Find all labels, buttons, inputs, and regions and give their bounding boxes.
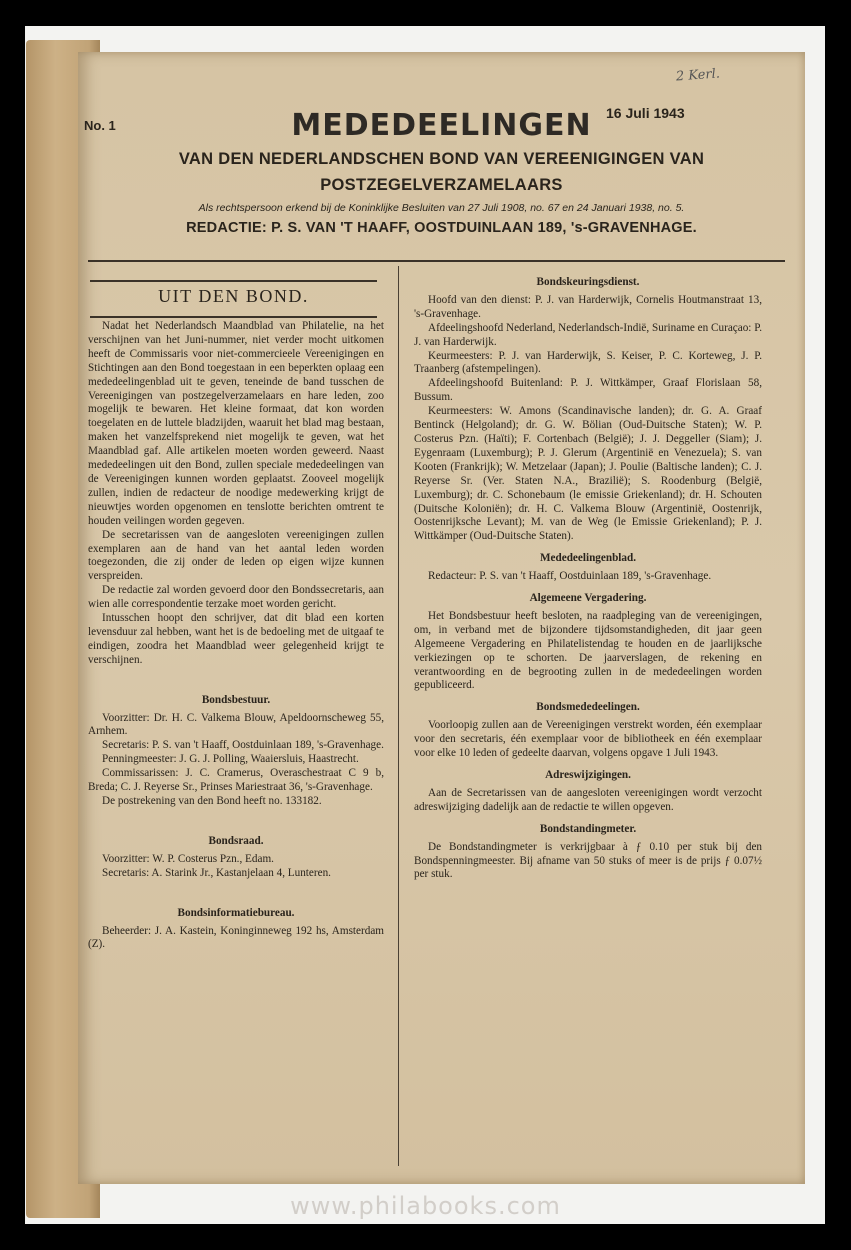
informatiebureau-heading: Bondsinformatiebureau. [177,906,295,919]
issue-date: 16 Juli 1943 [606,105,685,121]
section-title: UIT DEN BOND. [158,286,309,306]
bondsbestuur-heading: Bondsbestuur. [201,693,271,706]
keuringsdienst-entry: Keurmeesters: W. Amons (Scandinavische landen); dr. G. A. Graaf Bentinck (Helgoland); dr. G. W. Bölian (Oud-Duitsche Staten); W. P. Costerus Pzn. (Haïti); F. Cortenbach (België); J. J. Deggeller (Siam); J. Eygenraam (Luxemburg); P. J. Glerum (Argentinië en Venezuela); S. van Kooten (Frankrijk); W. Metzelaar (Japan); J. Poulie (Baltische landen); C. J. Reyerse Sr. (Ver. Staten N.A., Brazilië); S. Roodenburg (België, Luxemburg); dr. C. Schonebaum (le emissie Griekenland); dr. H. Schouten (Duitsche Koloniën); dr. H. C. Valkema Blouw (Argentinië, Oostenrijk, Oostenrijksche Levant); M. van de Weg (le Emissie Griekenland); P. J. Wittkämper (Oud-Duitsche Staten). [414,405,762,543]
spacer [88,668,384,686]
postrekening: De postrekening van den Bond heeft no. 133182. [102,795,322,807]
bondsmededeelingen-heading: Bondsmededeelingen. [536,701,640,714]
bondsbestuur-entry: Secretaris: P. S. van 't Haaff, Oostduinlaan 189, 's-Gravenhage. [102,739,384,752]
masthead-subtitle-line-2: POSTZEGELVERZAMELAARS [320,176,563,194]
right-column [414,266,762,882]
intro-paragraph: Intusschen hoopt den schrijver, dat dit blad een korten levensduur zal hebben, want het is de bedoeling met de uitgaaf te eindigen, zoodra het Maandblad weer gelegenheid krijgt te verschijnen. [88,612,384,666]
vergadering-paragraph: Het Bondsbestuur heeft besloten, na raadpleging van de vereenigingen, om, in verband met de bijzondere tijdsomstandigheden, dit jaar geen Algemeene Vergadering en Philatelistendag te houden en de jaarlijksche verkiezingen op te schorten. De jaarverslagen, de rekening en verantwoording en de begrooting zullen in de mededeelingen worden gepubliceerd. [414,609,762,692]
standingmeter-paragraph: De Bondstandingmeter is verkrijgbaar à ƒ 0.10 per stuk bij den Bondspenningmeester. Bij afname van 50 stuks of meer is de prijs ƒ 0.07½ per stuk. [414,840,762,881]
mededeelingenblad-heading: Mededeelingenblad. [539,552,637,565]
adreswijzigingen-paragraph: Aan de Secretarissen van de aangesloten vereenigingen wordt verzocht adreswijziging dadelijk aan de redactie te willen opgeven. [414,786,762,813]
informatiebureau-entry: Beheerder: J. A. Kastein, Koninginneweg 192 hs, Amsterdam (Z). [88,924,384,951]
keuringsdienst-entry: Afdeelingshoofd Buitenland: P. J. Wittkämper, Graaf Florislaan 58, Bussum. [414,377,762,404]
mededeelingenblad-entry: Redacteur: P. S. van 't Haaff, Oostduinlaan 189, 's-Gravenhage. [428,570,712,583]
bondsbestuur-entry: Voorzitter: Dr. H. C. Valkema Blouw, Apeldoornscheweg 55, Arnhem. [88,711,384,738]
adreswijzigingen-heading: Adreswijzigingen. [545,769,631,781]
bondsbestuur-entry: Commissarissen: J. C. Cramerus, Overaschestraat C 9 b, Breda; C. J. Reyerse Sr., Prinses Mariestraat 36, 's-Gravenhage. [88,767,384,794]
vergadering-heading: Algemeene Vergadering. [529,592,647,605]
handwritten-note: 2 Kerl. [675,66,721,85]
intro-paragraph: De redactie zal worden gevoerd door den Bondssecretaris, aan wien alle correspondentie terzake moet worden gericht. [88,584,384,611]
editor-line: REDACTIE: P. S. VAN 'T HAAFF, OOSTDUINLAAN 189, 's-GRAVENHAGE. [186,220,697,236]
newsletter-page [78,52,805,1184]
spacer [88,881,384,899]
bondsraad-entry: Secretaris: A. Starink Jr., Kastanjelaan 4, Lunteren. [102,866,331,879]
bondsraad-heading: Bondsraad. [208,834,264,847]
column-divider [398,266,399,1166]
legal-notice: Als rechtspersoon erkend bij de Koninklijke Besluiten van 27 Juli 1908, no. 67 en 24 Januari 1938, no. 5. [198,202,685,214]
left-column [88,320,384,952]
keuringsdienst-entry: Afdeelingshoofd Nederland, Nederlandsch-Indië, Suriname en Curaçao: P. J. van Harderwijk. [414,321,762,348]
bondsbestuur-entry: Penningmeester: J. G. J. Polling, Waaiersluis, Haastrecht. [102,753,359,766]
bondsmededeelingen-paragraph: Voorloopig zullen aan de Vereenigingen verstrekt worden, één exemplaar voor den secretaris, één exemplaar voor de bibliotheek en één exemplaar voor elke 10 leden of gedeelte daarvan, volgens opgave 1 Juli 1943. [414,719,762,760]
issue-number: No. 1 [84,118,116,133]
watermark: www.philabooks.com [290,1192,561,1220]
bondsraad-entry: Voorzitter: W. P. Costerus Pzn., Edam. [102,852,274,865]
masthead-title: MEDEDEELINGEN [291,108,592,143]
intro-paragraph: De secretarissen van de aangesloten vereenigingen zullen exemplaren aan de hand van het aantal leden worden toegezonden, die zij onder de leden op eigen wijze kunnen verspreiden. [88,528,384,583]
spacer [88,809,384,827]
masthead-subtitle-line-1: VAN DEN NEDERLANDSCHEN BOND VAN VEREENIGINGEN VAN [178,150,705,168]
header-rule [88,260,785,262]
intro-paragraph: Nadat het Nederlandsch Maandblad van Philatelie, na het verschijnen van het Juni-nummer, niet verder mocht uitkomen heeft de Commissaris voor niet-commercieele Vereenigingen en Stichtingen aan den Bond toegestaan in een beperkten oplaag een mededeelingenblad uit te geven, teneinde de band tusschen de Vereenigingen van postzegelverzamelaars en hare leden, zoo mogelijk te bewaren. Het kleine formaat, dat kon worden toegelaten en de luttele bladzijden, waaruit het blad mag bestaan, maken het vanzelfsprekend niet mogelijk te geven, wat het Maandblad gaf. Alle artikelen moeten worden geweerd. Naast mededeelingen uit den Bond, zullen speciale mededeelingen van de Vereenigingen kunnen worden geplaatst. Zooveel mogelijk zullen, indien de redacteur de noodige medewerking krijgt de nieuwtjes worden opgenomen en tenslotte berichten omtrent te houden veilingen worden gegeven. [88,320,384,527]
keuringsdienst-heading: Bondskeuringsdienst. [536,276,640,288]
standingmeter-heading: Bondstandingmeter. [539,822,637,835]
keuringsdienst-entry: Hoofd van den dienst: P. J. van Harderwijk, Cornelis Houtmanstraat 13, 's-Gravenhage. [414,293,762,320]
keuringsdienst-entry: Keurmeesters: P. J. van Harderwijk, S. Keiser, P. C. Korteweg, J. P. Traanberg (afstempelingen). [414,349,762,376]
